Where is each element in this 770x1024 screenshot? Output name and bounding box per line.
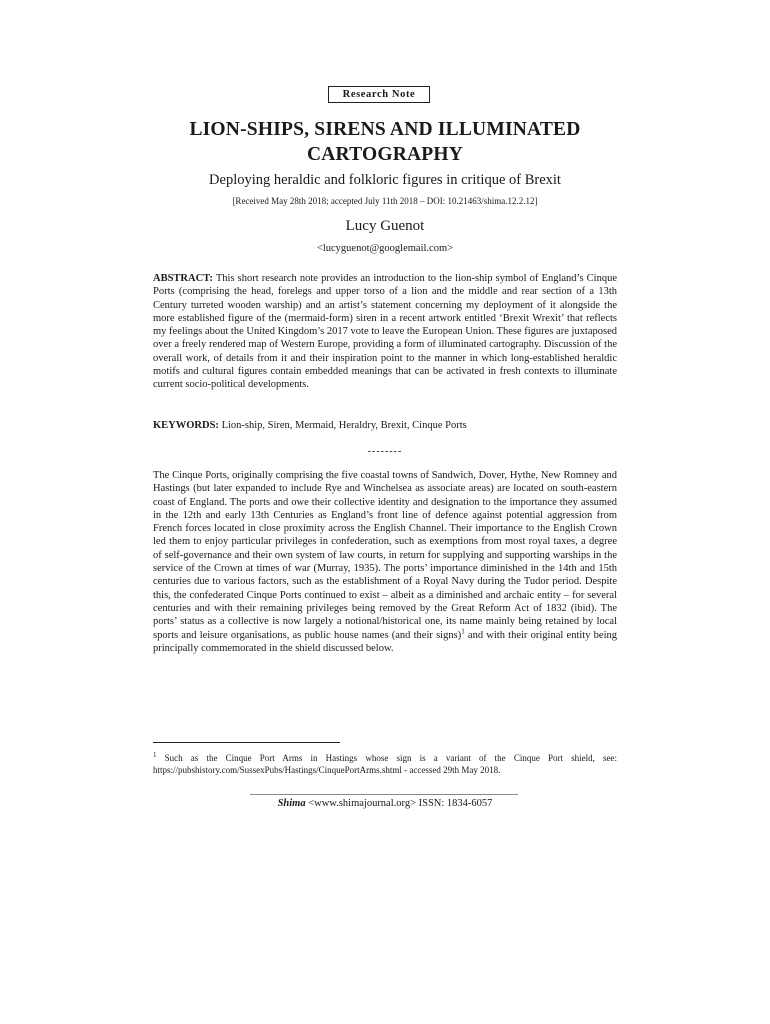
footnote-reference[interactable]: 1 [461, 627, 465, 636]
keywords-heading: KEYWORDS: [153, 420, 219, 431]
journal-url[interactable]: <www.shimajournal.org> [308, 798, 416, 809]
author-name: Lucy Guenot [345, 218, 425, 234]
footnote-text: Such as the Cinque Port Arms in Hastings whose sign is a variant of the Cinque Port shield, see: https://pubshistory.com/SussexPubs/Hastings/CinquePortArms.shtml - accessed 29th May 2018. [153, 753, 618, 775]
keywords [153, 419, 617, 432]
footnote-number: 1 [153, 751, 157, 759]
article-title [120, 117, 650, 167]
body-text-main: The Cinque Ports, originally comprising the five coastal towns of Sandwich, Dover, Hythe, New Romney and Hastings (but later expanded to include Rye and Winchelsea as associate areas) are located on south-eastern coast of England. The ports and owe their collective identity and designation to the importance they assumed in the 12th and early 13th Centuries as England’s front line of defence against potential aggression from French forces located in close proximity across the English Channel. Their importance to the English Crown led them to enjoy particular privileges in confederation, such as exemptions from most royal taxes, a degree of self-governance and their own system of law courts, in return for supplying and supporting warships in the service of the Crown at times of war (Murray, 1935). The ports’ importance diminished in the 14th and 15th centuries due to various factors, such as the establishment of a Royal Navy during the Tudor period. Despite this, the confederated Cinque Ports continued to exist – albeit as a diminished and archaic entity – for several centuries and with their remaining privileges being removed by the Great Reform Act of 1832 (ibid). The ports’ status as a collective is now largely a notional/historical one, its name mainly being retained by local sports and leisure organisations, as public house names (and their signs) [153, 470, 617, 641]
article-type-label: Research Note [328, 86, 430, 103]
received-info: [Received May 28th 2018; accepted July 11th 2018 – DOI: 10.21463/shima.12.2.12] [232, 196, 538, 206]
abstract [153, 272, 617, 392]
journal-issn: ISSN: 1834-6057 [418, 798, 493, 809]
abstract-heading: ABSTRACT: [153, 273, 213, 284]
journal-footer [153, 798, 617, 809]
journal-name: Shima [277, 798, 306, 809]
abstract-text: This short research note provides an introduction to the lion-ship symbol of England’s Cinque Ports (comprising the head, forelegs and upper torso of a lion and the middle and rear section of a 13th Century turreted wooden warship) and an artist’s statement concerning my deployment of it alongside the more established figure of the (mermaid-form) siren in a recent artwork entitled ‘Brexit Wrexit’ that reflects my feelings about the United Kingdom’s 2017 vote to leave the European Union. These figures are juxtaposed over a freely rendered map of Western Europe, providing a form of illuminated cartography. Discussion of the overall work, of details from it and their inspiration point to the manner in which long-established heraldic motifs and cultural figures contain embedded meanings that can be activated in fresh contexts to illuminate current socio-political developments. [153, 273, 618, 391]
title-line-2: CARTOGRAPHY [306, 144, 464, 165]
body-text-tail: and with their original entity being principally commemorated in the shield discussed below. [153, 629, 617, 654]
body-paragraph [153, 469, 617, 655]
keywords-text: Lion-ship, Siren, Mermaid, Heraldry, Brexit, Cinque Ports [221, 420, 467, 431]
footer-divider [250, 794, 518, 795]
author-email: <lucyguenot@googlemail.com> [316, 243, 454, 254]
footnote-divider [153, 742, 340, 743]
article-subtitle: Deploying heraldic and folkloric figures in critique of Brexit [209, 172, 561, 188]
title-line-1: LION-SHIPS, SIRENS AND ILLUMINATED [189, 119, 581, 140]
section-separator: -------- [367, 446, 403, 457]
footnote [153, 752, 617, 776]
